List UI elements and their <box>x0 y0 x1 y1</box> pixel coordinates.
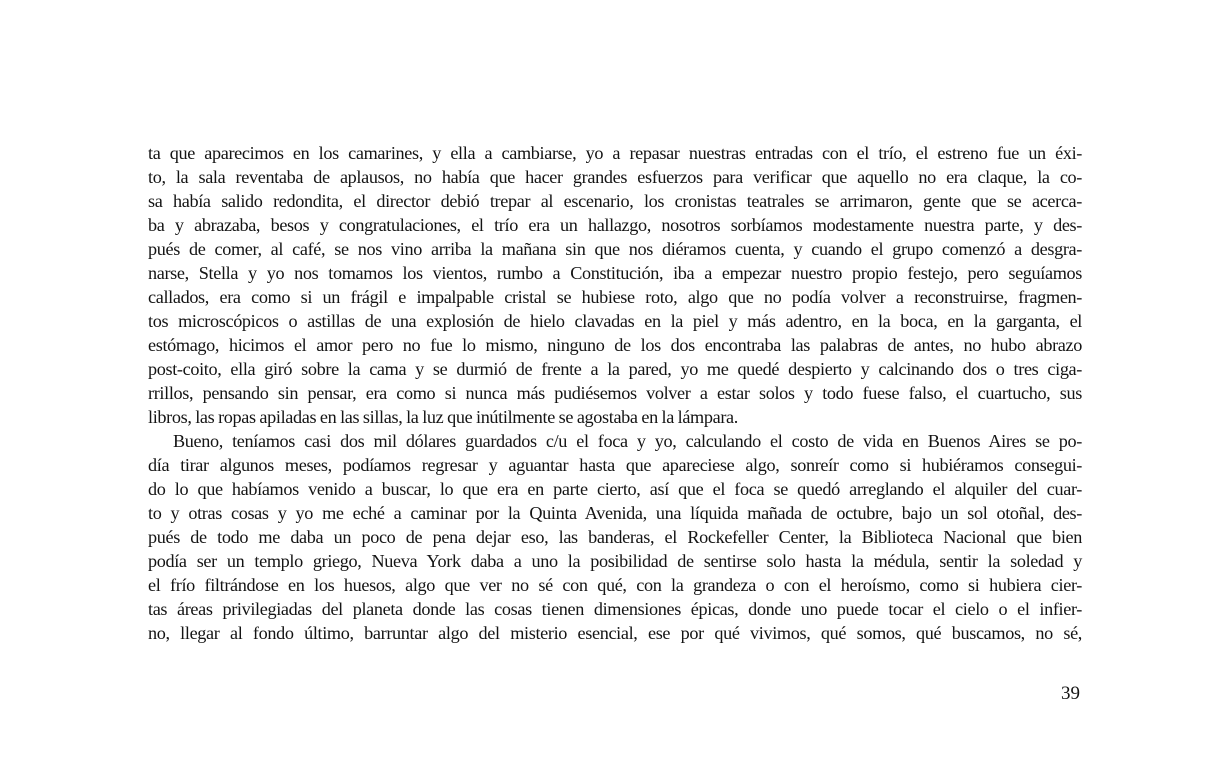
text-line: pués de todo me daba un poco de pena dejar eso, las banderas, el Rockefeller Center, la Biblioteca Nacional que bien <box>148 527 1082 547</box>
paragraph-start-line: Bueno, teníamos casi dos mil dólares guardados c/u el foca y yo, calculando el costo de vida en Buenos Aires se po- <box>173 431 1082 451</box>
text-line: do lo que habíamos venido a buscar, lo que era en parte cierto, así que el foca se quedó arreglando el alquiler del cuar- <box>148 479 1082 499</box>
text-line: to y otras cosas y yo me eché a caminar por la Quinta Avenida, una líquida mañada de octubre, bajo un sol otoñal, des- <box>148 503 1082 523</box>
text-line: sa había salido redondita, el director debió trepar al escenario, los cronistas teatrales se arrimaron, gente que se acerca- <box>148 191 1082 211</box>
text-line: ba y abrazaba, besos y congratulaciones, el trío era un hallazgo, nosotros sorbíamos modestamente nuestra parte, y des- <box>148 215 1082 235</box>
text-line: podía ser un templo griego, Nueva York daba a uno la posibilidad de sentirse solo hasta la médula, sentir la soledad y <box>148 551 1082 571</box>
text-line: el frío filtrándose en los huesos, algo que ver no sé con qué, con la grandeza o con el heroísmo, como si hubiera cier- <box>148 575 1082 595</box>
text-line: ta que aparecimos en los camarines, y ella a cambiarse, yo a repasar nuestras entradas con el trío, el estreno fue un éxi- <box>148 143 1082 163</box>
text-line: callados, era como si un frágil e impalpable cristal se hubiese roto, algo que no podía volver a reconstruirse, fragmen- <box>148 287 1082 307</box>
text-line: tas áreas privilegiadas del planeta donde las cosas tienen dimensiones épicas, donde uno puede tocar el cielo o el infier- <box>148 599 1082 619</box>
text-line: pués de comer, al café, se nos vino arriba la mañana sin que nos diéramos cuenta, y cuando el grupo comenzó a desgra- <box>148 239 1082 259</box>
text-line: rrillos, pensando sin pensar, era como si nunca más pudiésemos volver a estar solos y todo fuese falso, el cuartucho, sus <box>148 383 1082 403</box>
body-text <box>148 141 1082 645</box>
text-line: to, la sala reventaba de aplausos, no había que hacer grandes esfuerzos para verificar que aquello no era claque, la co- <box>148 167 1082 187</box>
text-line: estómago, hicimos el amor pero no fue lo mismo, ninguno de los dos encontraba las palabras de antes, no hubo abrazo <box>148 335 1082 355</box>
page-number: 39 <box>1061 683 1080 704</box>
text-line: narse, Stella y yo nos tomamos los vientos, rumbo a Constitución, iba a empezar nuestro propio festejo, pero seguíamos <box>148 263 1082 283</box>
text-line: día tirar algunos meses, podíamos regresar y aguantar hasta que apareciese algo, sonreír como si hubiéramos consegui- <box>148 455 1082 475</box>
paragraph-end-line: libros, las ropas apiladas en las sillas, la luz que inútilmente se agostaba en la lámpara. <box>148 407 738 427</box>
text-line: no, llegar al fondo último, barruntar algo del misterio esencial, ese por qué vivimos, qué somos, qué buscamos, no sé, <box>148 623 1082 643</box>
text-line: post-coito, ella giró sobre la cama y se durmió de frente a la pared, yo me quedé despierto y calcinando dos o tres ciga- <box>148 359 1082 379</box>
text-line: tos microscópicos o astillas de una explosión de hielo clavadas en la piel y más adentro, en la boca, en la garganta, el <box>148 311 1082 331</box>
